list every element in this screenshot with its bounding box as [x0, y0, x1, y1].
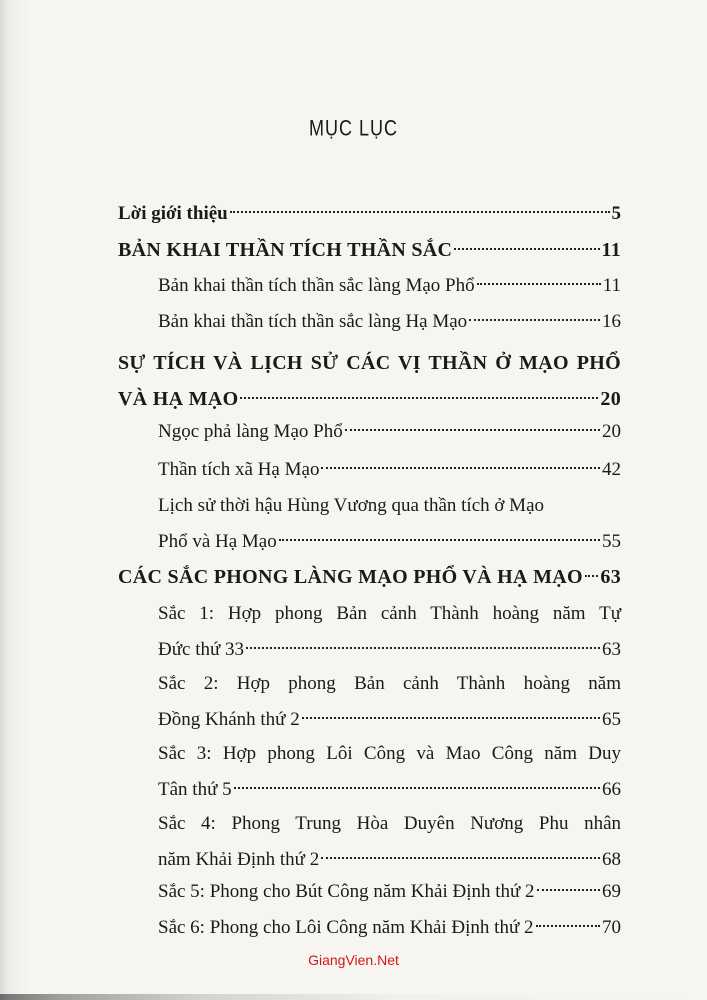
- dot-leader: [279, 539, 600, 541]
- toc-entry[interactable]: [158, 666, 621, 738]
- toc-entry[interactable]: [158, 488, 621, 560]
- dot-leader: [454, 248, 599, 250]
- toc-page-number: 20: [600, 388, 621, 410]
- dot-leader: [240, 397, 598, 399]
- toc-entry[interactable]: [158, 268, 621, 304]
- dot-leader: [345, 429, 600, 431]
- toc-entry-intro[interactable]: [118, 196, 621, 232]
- dot-leader: [234, 787, 600, 789]
- toc-entry[interactable]: [158, 806, 621, 878]
- toc-entry-text-line-1: Sắc 4: Phong Trung Hòa Duyên Nương Phu nhân: [158, 813, 621, 834]
- dot-leader: [585, 575, 599, 577]
- toc-entry-part-1[interactable]: [118, 232, 621, 268]
- toc-entry-text-line-2: VÀ HẠ MẠO: [118, 388, 239, 410]
- toc-entry-text: Lời giới thiệu: [118, 203, 228, 224]
- toc-entry-part-3[interactable]: [118, 559, 621, 595]
- dot-leader: [537, 889, 600, 891]
- toc-entry-text: Bản khai thần tích thần sắc làng Hạ Mạo: [158, 311, 468, 332]
- toc-entry[interactable]: [158, 414, 621, 450]
- toc-page-number: 16: [602, 311, 621, 332]
- watermark-text: GiangVien.Net: [308, 952, 399, 968]
- toc-page-number: 65: [602, 709, 621, 730]
- toc-entry-text: BẢN KHAI THẦN TÍCH THẦN SẮC: [118, 239, 453, 261]
- toc-entry-part-2[interactable]: [118, 345, 621, 417]
- dot-leader: [469, 319, 600, 321]
- toc-page-number: 55: [602, 531, 621, 552]
- toc-page-number: 63: [600, 566, 621, 588]
- dot-leader: [302, 717, 600, 719]
- toc-page-number: 70: [602, 917, 621, 938]
- dot-leader: [321, 857, 600, 859]
- toc-entry-text-line-2: Phổ và Hạ Mạo: [158, 531, 277, 552]
- toc-entry-text: Sắc 6: Phong cho Lôi Công năm Khải Định thứ 2: [158, 917, 534, 938]
- toc-page-number: 42: [602, 459, 621, 480]
- toc-entry-text-line-1: Sắc 3: Hợp phong Lôi Công và Mao Công năm Duy: [158, 743, 621, 764]
- toc-entry[interactable]: [158, 874, 621, 910]
- dot-leader: [230, 211, 610, 213]
- toc-entry[interactable]: [158, 596, 621, 668]
- toc-page-number: 63: [602, 639, 621, 660]
- toc-entry-text: CÁC SẮC PHONG LÀNG MẠO PHỔ VÀ HẠ MẠO: [118, 566, 583, 588]
- toc-entry-text-line-1: Sắc 2: Hợp phong Bản cảnh Thành hoàng năm: [158, 673, 621, 694]
- toc-page-number: 69: [602, 881, 621, 902]
- page-title: MỤC LỤC: [308, 115, 398, 141]
- toc-entry[interactable]: [158, 736, 621, 808]
- dot-leader: [321, 467, 600, 469]
- toc-entry-text: Ngọc phả làng Mạo Phổ: [158, 421, 343, 442]
- toc-entry-text-line-2: Đức thứ 33: [158, 639, 245, 660]
- toc-entry-text-line-1: SỰ TÍCH VÀ LỊCH SỬ CÁC VỊ THẦN Ở MẠO PHỔ: [118, 352, 621, 374]
- toc-entry-text-line-2: Tân thứ 5: [158, 779, 232, 800]
- page-edge-shadow: [0, 0, 32, 1000]
- toc-entry[interactable]: [158, 304, 621, 340]
- toc-page-number: 11: [601, 239, 621, 261]
- toc-entry-text-line-1: Lịch sử thời hậu Hùng Vương qua thần tích ở Mạo: [158, 495, 545, 516]
- toc-entry-text: Thần tích xã Hạ Mạo: [158, 459, 320, 480]
- toc-page-number: 66: [602, 779, 621, 800]
- toc-entry-text-line-2: năm Khải Định thứ 2: [158, 849, 320, 870]
- page-bottom-shadow: [0, 994, 707, 1000]
- toc-page-number: 68: [602, 849, 621, 870]
- toc-page-number: 11: [602, 275, 621, 296]
- toc-page-number: 5: [611, 203, 621, 224]
- dot-leader: [246, 647, 600, 649]
- toc-entry-text: Sắc 5: Phong cho Bút Công năm Khải Định thứ 2: [158, 881, 535, 902]
- dot-leader: [477, 283, 601, 285]
- toc-entry[interactable]: [158, 452, 621, 488]
- toc-entry-text: Bản khai thần tích thần sắc làng Mạo Phổ: [158, 275, 475, 296]
- dot-leader: [536, 925, 601, 927]
- toc-page-number: 20: [602, 421, 621, 442]
- toc-entry-text-line-2: Đồng Khánh thứ 2: [158, 709, 300, 730]
- toc-entry[interactable]: [158, 910, 621, 946]
- toc-entry-text-line-1: Sắc 1: Hợp phong Bản cảnh Thành hoàng năm Tự: [158, 603, 621, 624]
